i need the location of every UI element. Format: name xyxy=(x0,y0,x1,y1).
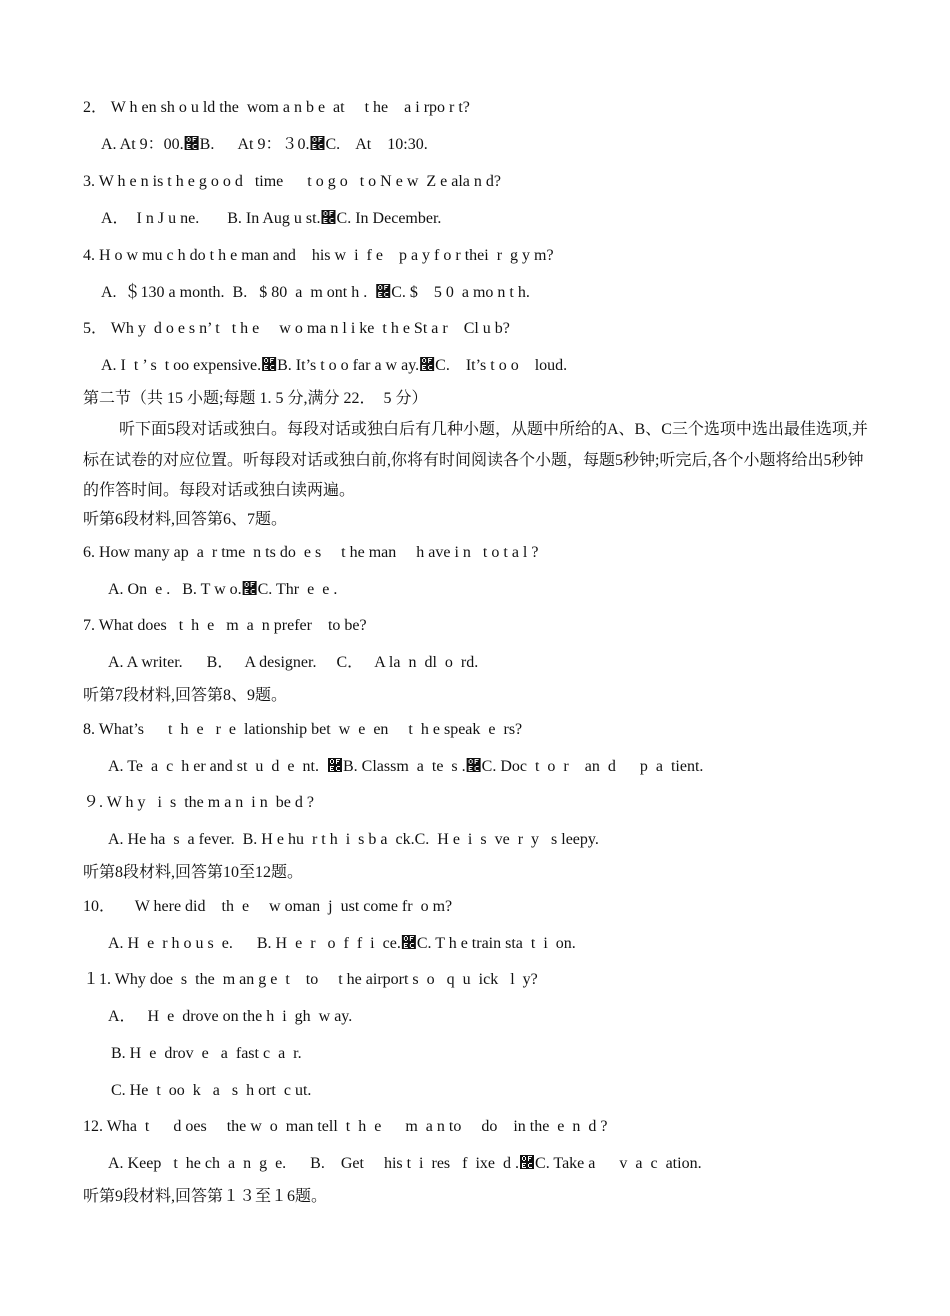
question-9-options: A. He ha s a fever. B. H e hu r t h i s b a ck.C. H e i s ve r y s leepy. xyxy=(108,831,599,848)
question-8-options: A. Te a c h er and st u d e nt. ࿬B. Classm a te s .࿬C. Doc t o r an d p a tient. xyxy=(108,758,704,775)
question-11-option-b: B. H e drov e a fast c a r. xyxy=(111,1045,302,1062)
question-7: 7. What does t h e m a n prefer to be? xyxy=(83,617,367,634)
material-8-heading: 听第8段材料,回答第10至12题。 xyxy=(83,864,304,881)
question-11: １1. Why doe s the m an g e t to t he airport s o q u ick l y? xyxy=(83,971,538,988)
question-10: 10． W here did th e w oman j ust come fr o m? xyxy=(83,898,453,915)
question-2: 2． W h en sh o u ld the wom a n b e at t he a i rpo r t? xyxy=(83,99,470,116)
question-3-options: A． I n J u ne. B. In Aug u st.࿬C. In December. xyxy=(101,210,442,227)
question-7-options: A. A writer. B． A designer. C． A la n dl o rd. xyxy=(108,654,479,671)
question-11-option-a: A． H e drove on the h i gh w ay. xyxy=(108,1008,353,1025)
question-9: ９. W h y i s the m a n i n be d ? xyxy=(83,794,314,811)
question-3: 3. W h e n is t h e g o o d time t o g o t o N e w Z e ala n d? xyxy=(83,173,502,190)
section-2-instructions: 听下面5段对话或独白。每段对话或独白后有几种小题，从题中所给的A、B、C三个选项中选出最佳选项,并标在试卷的对应位置。听每段对话或独白前,你将有时间阅读各个小题，每题5秒钟;听完后,各个小题将给出5秒钟的作答时间。每段对话或独白读两遍。 xyxy=(83,421,868,499)
question-12-options: A. Keep t he ch a n g e. B. Get his t i res f ixe d .࿬C. Take a v a c ation. xyxy=(108,1155,702,1172)
question-6: 6. How many ap a r tme n ts do e s t he man h ave i n t o t a l ? xyxy=(83,544,539,561)
question-12: 12. Wha t d oes the w o man tell t h e m a n to do in the e n d ? xyxy=(83,1118,608,1135)
question-4: 4. H o w mu c h do t h e man and his w i f e p a y f o r thei r g y m? xyxy=(83,247,554,264)
material-9-heading: 听第9段材料,回答第１３至１6题。 xyxy=(83,1188,328,1205)
question-8: 8. What’s t h e r e lationship bet w e en t h e speak e rs? xyxy=(83,721,523,738)
question-4-options: A. ＄130 a month. B. $ 80 a m ont h . ࿬C. $ 5 0 a mo n t h. xyxy=(101,284,530,301)
question-6-options: A. On e . B. T w o.࿬C. Thr e e . xyxy=(108,581,338,598)
question-2-options: A. At 9：00.࿬B. At 9：３0.࿬C. At 10:30. xyxy=(101,136,428,153)
question-11-option-c: C. He t oo k a s h ort c ut. xyxy=(111,1082,312,1099)
section-2-heading: 第二节（共 15 小题;每题 1. 5 分,满分 22． 5 分） xyxy=(83,390,428,407)
question-5: 5． Wh y d o e s n’ t t h e w o ma n l i ke t h e St a r Cl u b? xyxy=(83,320,510,337)
question-5-options: A. I t ’ s t oo expensive.࿬B. It’s t o o far a w ay.࿬C. It’s t o o loud. xyxy=(101,357,568,374)
material-7-heading: 听第7段材料,回答第8、9题。 xyxy=(83,687,288,704)
question-10-options: A. H e r h o u s e. B. H e r o f f i ce.࿬C. T h e train sta t i on. xyxy=(108,935,576,952)
material-6-heading: 听第6段材料,回答第6、7题。 xyxy=(83,511,288,528)
